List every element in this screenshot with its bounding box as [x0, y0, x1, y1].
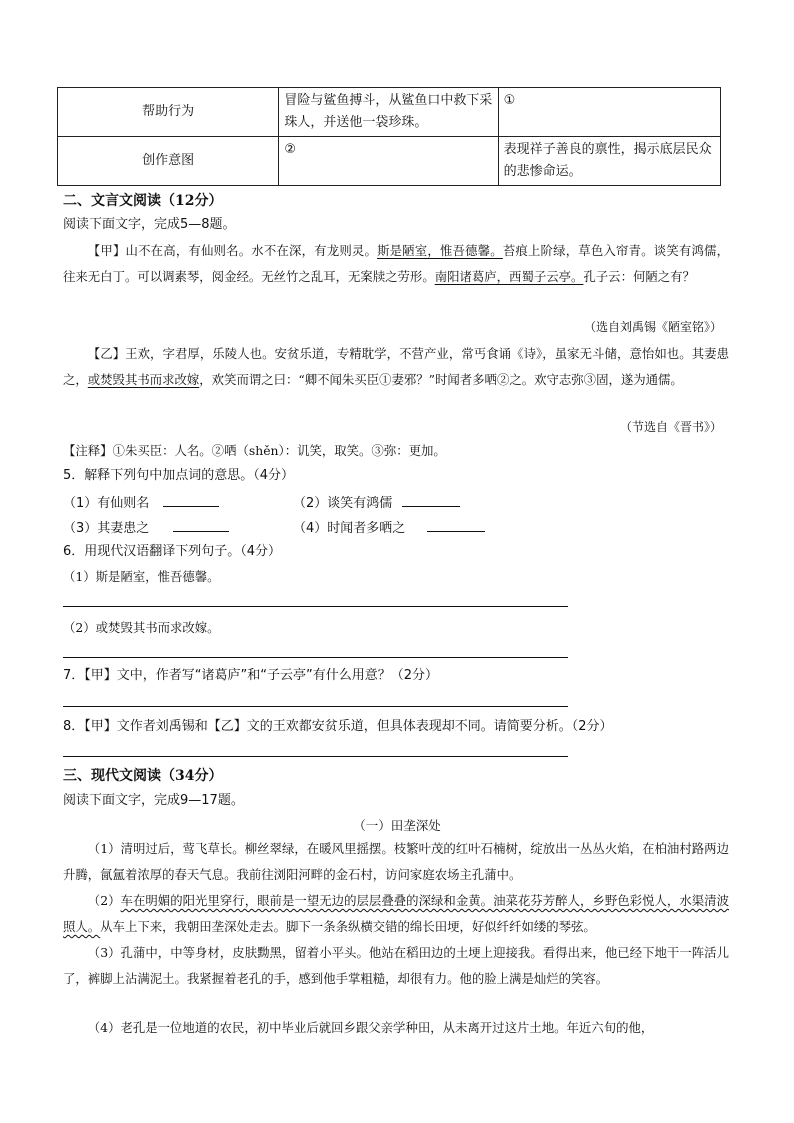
passage-yi: 【乙】王欢，字君厚，乐陵人也。安贫乐道，专精耽学，不营产业，常丐食诵《诗》，虽家无斗储，意怡如也。其妻患之，或焚毁其书而求改嫁，欢笑而谓之曰：“卿不闻朱买臣①妻邪？”时闻者多哂②之。欢守志弥③固，遂为通儒。 — [63, 346, 729, 387]
answer-line[interactable] — [63, 756, 568, 757]
q5-item-1: （1）有仙则名 — [63, 492, 219, 514]
question-6: 6．用现代汉语翻译下列句子。（4分） — [63, 544, 282, 559]
question-5: 5．解释下列句中加点词的意思。（4分） — [63, 468, 295, 483]
answer-blank[interactable] — [427, 517, 485, 532]
section-heading: 三、现代文阅读（34分） — [63, 768, 223, 784]
underlined-sentence: 南阳诸葛庐，西蜀子云亭。 — [434, 269, 584, 284]
question-7: 7．【甲】文中，作者写“诸葛庐”和“子云亭”有什么用意？（2分） — [63, 668, 438, 683]
table-row — [58, 88, 721, 137]
answer-line[interactable] — [63, 657, 568, 658]
table-cell: 冒险与鲨鱼搏斗，从鲨鱼口中救下采珠人，并送他一袋珍珠。 — [279, 88, 498, 137]
analysis-table — [57, 87, 721, 186]
answer-line[interactable] — [63, 706, 568, 707]
answer-blank[interactable] — [173, 517, 229, 532]
annotation-note: 【注释】①朱买臣：人名。②哂（shěn）：讥笑，取笑。③弥：更加。 — [63, 443, 446, 458]
q5-item-3: （3）其妻患之 — [63, 517, 229, 539]
passage-jia: 【甲】山不在高，有仙则名。水不在深，有龙则灵。斯是陋室，惟吾德馨。苔痕上阶绿，草色入帘青。谈笑有鸿儒，往来无白丁。可以调素琴，阅金经。无丝竹之乱耳，无案牍之劳形。南阳诸葛庐，西蜀子云亭。孔子云：何陋之有？ — [63, 243, 730, 284]
table-cell-header: 帮助行为 — [58, 88, 279, 137]
question-8: 8．【甲】文作者刘禹锡和【乙】文的王欢都安贫乐道，但具体表现却不同。请简要分析。（2分） — [63, 719, 613, 734]
q5-item-2: （2）谈笑有鸿儒 — [293, 492, 460, 514]
table-cell: ① — [498, 88, 720, 137]
source-note: （选自刘禹锡《陋室铭》） — [583, 320, 722, 334]
instruction-text: 阅读下面文字，完成5—8题。 — [63, 217, 236, 232]
table-cell: ② — [279, 137, 498, 186]
table-cell: 表现祥子善良的禀性，揭示底层民众的悲惨命运。 — [498, 137, 720, 186]
q6-item-1: （1）斯是陋室，惟吾德馨。 — [63, 569, 220, 584]
answer-blank[interactable] — [163, 492, 219, 507]
q6-item-2: （2）或焚毁其书而求改嫁。 — [63, 620, 220, 635]
paragraph-1: （1）清明过后，莺飞草长。柳丝翠绿，在暖风里摇摆。枝繁叶茂的红叶石楠树，绽放出一丛丛火焰，在柏油村路两边升腾，氤氲着浓厚的春天气息。我前往浏阳河畔的金石村，访问家庭农场主孔蒲中。 — [63, 841, 729, 882]
wavy-underlined-sentence: 车在明媚的阳光里穿行，眼前是一望无边的层层叠叠的深绿和金黄。油菜花芬芳醉人，乡野色彩悦人，水渠清波照人。 — [63, 893, 729, 934]
underlined-sentence: 或焚毁其书而求改嫁 — [87, 372, 200, 387]
passage-title: （一）田垄深处 — [353, 818, 441, 833]
paragraph-3: （3）孔蒲中，中等身材，皮肤黝黑，留着小平头。他站在稻田边的土埂上迎接我。看得出来，他已经下地干一阵活儿了，裤脚上沾满泥土。我紧握着老孔的手，感到他手掌粗糙，却很有力。他的脸上满是灿烂的笑容。 — [63, 945, 729, 986]
table-cell-header: 创作意图 — [58, 137, 279, 186]
paragraph-4: （4）老孔是一位地道的农民，初中毕业后就回乡跟父亲学种田，从未离开过这片土地。年近六旬的他， — [87, 1020, 654, 1035]
table-row — [58, 137, 721, 186]
answer-line[interactable] — [63, 606, 568, 607]
source-note: （节选自《晋书》） — [619, 420, 722, 434]
paragraph-2: （2）车在明媚的阳光里穿行，眼前是一望无边的层层叠叠的深绿和金黄。油菜花芬芳醉人，乡野色彩悦人，水渠清波照人。从车上下来，我朝田垄深处走去。脚下一条条纵横交错的绵长田埂，好似纤纤如缕的琴弦。 — [63, 893, 729, 934]
q5-item-4: （4）时闻者多哂之 — [293, 517, 485, 539]
underlined-sentence: 斯是陋室，惟吾德馨。 — [377, 243, 503, 258]
answer-blank[interactable] — [402, 492, 460, 507]
section-heading: 二、文言文阅读（12分） — [63, 193, 223, 209]
instruction-text: 阅读下面文字，完成9—17题。 — [63, 793, 244, 808]
